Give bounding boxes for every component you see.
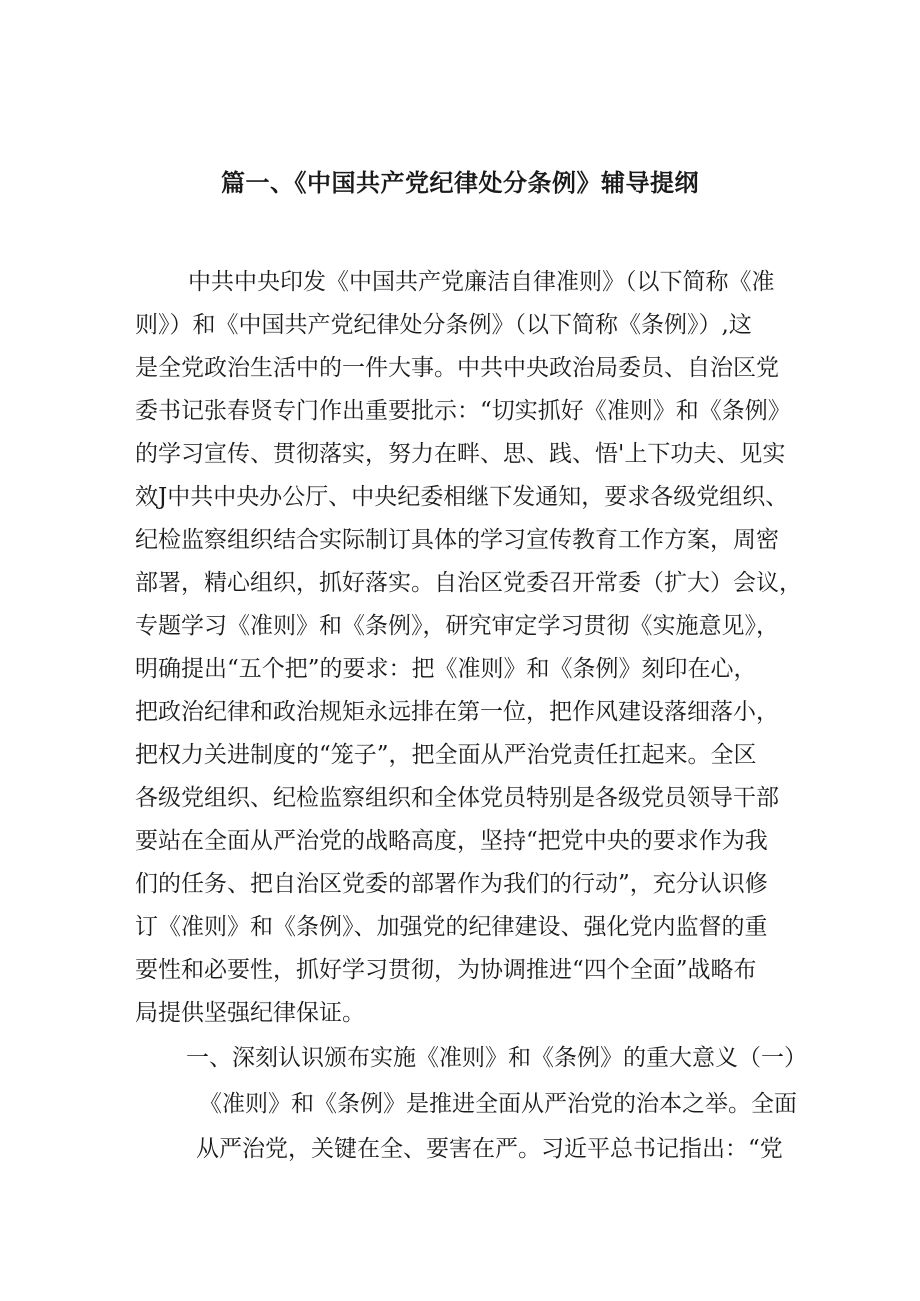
paragraph-line: 部署，精心组织，抓好落实。自治区党委召开常委（扩大）会议， (135, 570, 802, 596)
paragraph-line: 从严治党，关键在全、要害在严。习近平总书记指出：“党 (196, 1136, 783, 1162)
document-title: 篇一、《中国共产党纪律处分条例》辅导提纲 (221, 169, 699, 197)
paragraph-line: 的学习宣传、贯彻落实，努力在畔、思、践、悟'上下功夫、见实 (135, 441, 786, 467)
paragraph-line: 中共中央印发《中国共产党廉洁自律准则》（以下简称《准 (188, 269, 775, 295)
paragraph-line: 则》）和《中国共产党纪律处分条例》（以下简称《条例》）,这 (135, 312, 752, 338)
paragraph-line: 纪检监察组织结合实际制订具体的学习宣传教育工作方案，周密 (135, 527, 779, 553)
paragraph-line: 是全党政治生活中的一件大事。中共中央政治局委员、自治区党 (135, 355, 779, 381)
paragraph-line: 《准则》和《条例》是推进全面从严治党的治本之举。全面 (199, 1091, 797, 1117)
paragraph-line: 局提供坚强纪律保证。 (135, 1000, 365, 1026)
paragraph-line: 订《准则》和《条例》、加强党的纪律建设、强化党内监督的重 (135, 914, 768, 940)
paragraph-line: 效J中共中央办公厅、中央纪委相继下发通知，要求各级党组织、 (135, 484, 789, 510)
paragraph-line: 专题学习《准则》和《条例》，研究审定学习贯彻《实施意见》， (135, 613, 779, 639)
paragraph-line: 委书记张春贤专门作出重要批示：“切实抓好《准则》和《条例》 (135, 398, 791, 424)
paragraph-line: 把政治纪律和政治规矩永远排在第一位，把作风建设落细落小， (135, 699, 779, 725)
paragraph-line: 要性和必要性，抓好学习贯彻，为协调推进“四个全面”战略布 (135, 957, 757, 983)
paragraph-line: 把权力关进制度的“笼子”，把全面从严治党责任扛起来。全区 (135, 742, 757, 768)
paragraph-line: 要站在全面从严治党的战略高度，坚持“把党中央的要求作为我 (135, 828, 768, 854)
section-heading: 一、深刻认识颁布实施《准则》和《条例》的重大意义（一） (186, 1045, 807, 1071)
paragraph-line: 们的任务、把自治区党委的部署作为我们的行动”，充分认识修 (135, 871, 768, 897)
paragraph-line: 各级党组织、纪检监察组织和全体党员特别是各级党员领导干部 (135, 785, 779, 811)
paragraph-line: 明确提出“五个把”的要求：把《准则》和《条例》刻印在心， (135, 656, 757, 682)
